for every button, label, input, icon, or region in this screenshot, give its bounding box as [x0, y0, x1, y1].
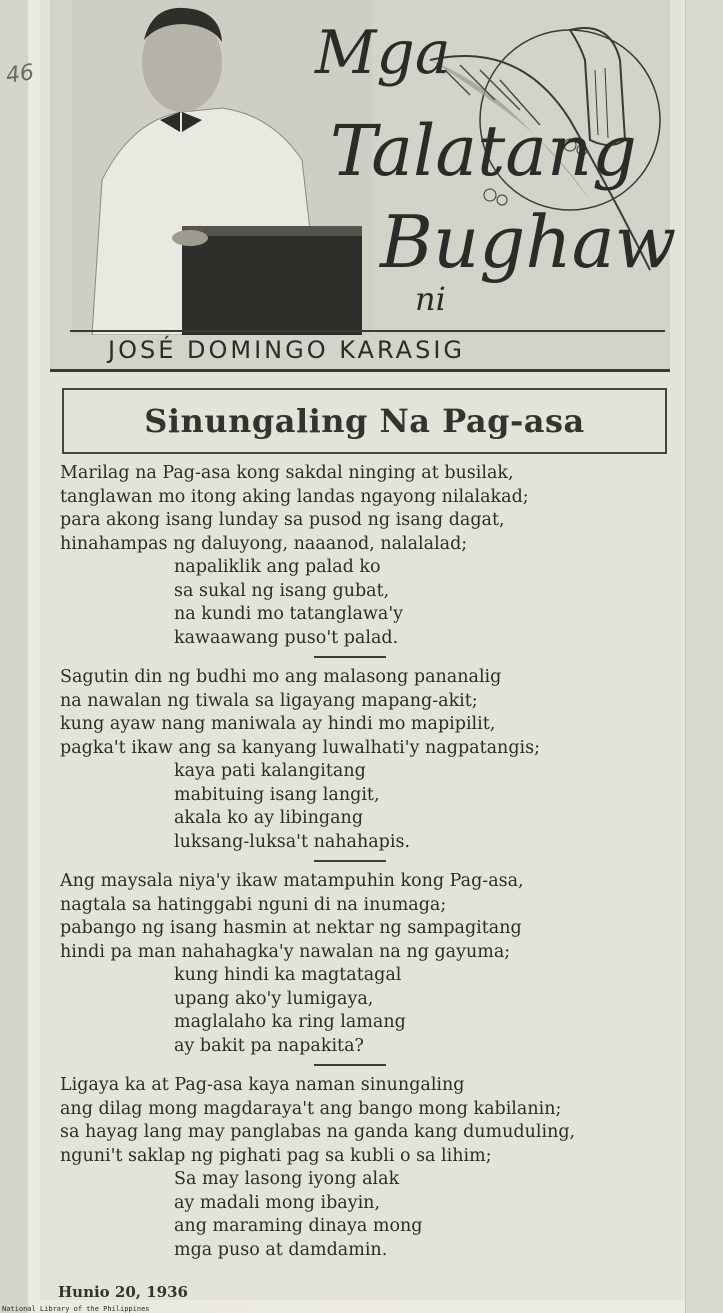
byline-bar — [70, 330, 665, 368]
poem-line: Marilag na Pag-asa kong sakdal ninging at busilak, — [60, 463, 514, 483]
poem-line: Ang maysala niya'y ikaw matampuhin kong Pag-asa, — [60, 871, 524, 891]
stanza-divider — [314, 656, 386, 658]
banner-title-talatang: Talatang — [330, 110, 637, 192]
header-banner — [50, 0, 677, 372]
poem-title-box — [62, 388, 667, 454]
poem-line: ang dilag mong magdaraya't ang bango mong kabilanin; — [60, 1098, 562, 1119]
poem-line: ang maraming dinaya mong — [174, 1216, 423, 1236]
poem-line: kung ayaw nang maniwala ay hindi mo mapipilit, — [60, 714, 496, 734]
poem-line: upang ako'y lumigaya, — [174, 988, 374, 1009]
poem-line: pagka't ikaw ang sa kanyang luwalhati'y nagpatangis; — [60, 737, 540, 758]
poem-line: nagtala sa hatinggabi nguni di na inumaga; — [60, 894, 447, 915]
scan-left-margin — [0, 0, 28, 1313]
poem-stanza — [60, 462, 680, 650]
poem-line: napaliklik ang palad ko — [174, 557, 381, 577]
poem-line: kawaawang puso't palad. — [174, 627, 399, 648]
poem-line: mabituing isang langit, — [174, 784, 380, 805]
poem-line: hinahampas ng daluyong, naaanod, nalalalad; — [60, 533, 468, 554]
poem-line: ay bakit pa napakita? — [174, 1035, 364, 1056]
page-number: 46 — [4, 60, 36, 89]
footer-credit: National Library of the Philippines — [2, 1305, 150, 1313]
banner-title-ni: ni — [415, 280, 446, 318]
poem-line: nguni't saklap ng pighati pag sa kubli o sa lihim; — [60, 1145, 492, 1166]
poem-line: para akong isang lunday sa pusod ng isang dagat, — [60, 510, 505, 530]
poem-stanza — [60, 666, 680, 854]
poem-line: tanglawan mo itong aking landas ngayong nilalakad; — [60, 486, 529, 507]
banner-title-mga: Mga — [315, 18, 451, 88]
poem-line: kung hindi ka magtatagal — [174, 965, 402, 985]
poem-line: akala ko ay libingang — [174, 808, 364, 828]
poem-line: na nawalan ng tiwala sa ligayang mapang-akit; — [60, 690, 478, 711]
poem-line: ay madali mong ibayin, — [174, 1192, 381, 1213]
poem-line: pabango ng isang hasmin at nektar ng sampagitang — [60, 918, 522, 938]
poem-line: luksang-luksa't nahahapis. — [174, 831, 411, 852]
poem-line: na kundi mo tatanglawa'y — [174, 604, 404, 624]
poem-body — [60, 462, 680, 1262]
poem-line: Sa may lasong iyong alak — [174, 1169, 400, 1189]
poem-stanza — [60, 1074, 680, 1262]
poem-line: maglalaho ka ring lamang — [174, 1012, 406, 1032]
poem-line: Ligaya ka at Pag-asa kaya naman sinungaling — [60, 1075, 465, 1095]
poem-line: sa hayag lang may panglabas na ganda kang dumuduling, — [60, 1122, 576, 1142]
poem-stanza — [60, 870, 680, 1058]
poem-line: Sagutin din ng budhi mo ang malasong pananalig — [60, 667, 502, 687]
banner-title-bughaw: Bughaw — [380, 200, 677, 284]
author-byline: JOSÉ DOMINGO KARASIG — [108, 336, 465, 364]
scan-right-margin — [685, 0, 723, 1313]
poem-title: Sinungaling Na Pag-asa — [144, 402, 585, 440]
poem-line: hindi pa man nahahagka'y nawalan na ng gayuma; — [60, 941, 511, 962]
dateline: Hunio 20, 1936 — [58, 1283, 188, 1301]
poem-line: mga puso at damdamin. — [174, 1239, 388, 1260]
stanza-divider — [314, 860, 386, 862]
poem-line: kaya pati kalangitang — [174, 761, 366, 781]
stanza-divider — [314, 1064, 386, 1066]
poem-line: sa sukal ng isang gubat, — [174, 580, 390, 601]
